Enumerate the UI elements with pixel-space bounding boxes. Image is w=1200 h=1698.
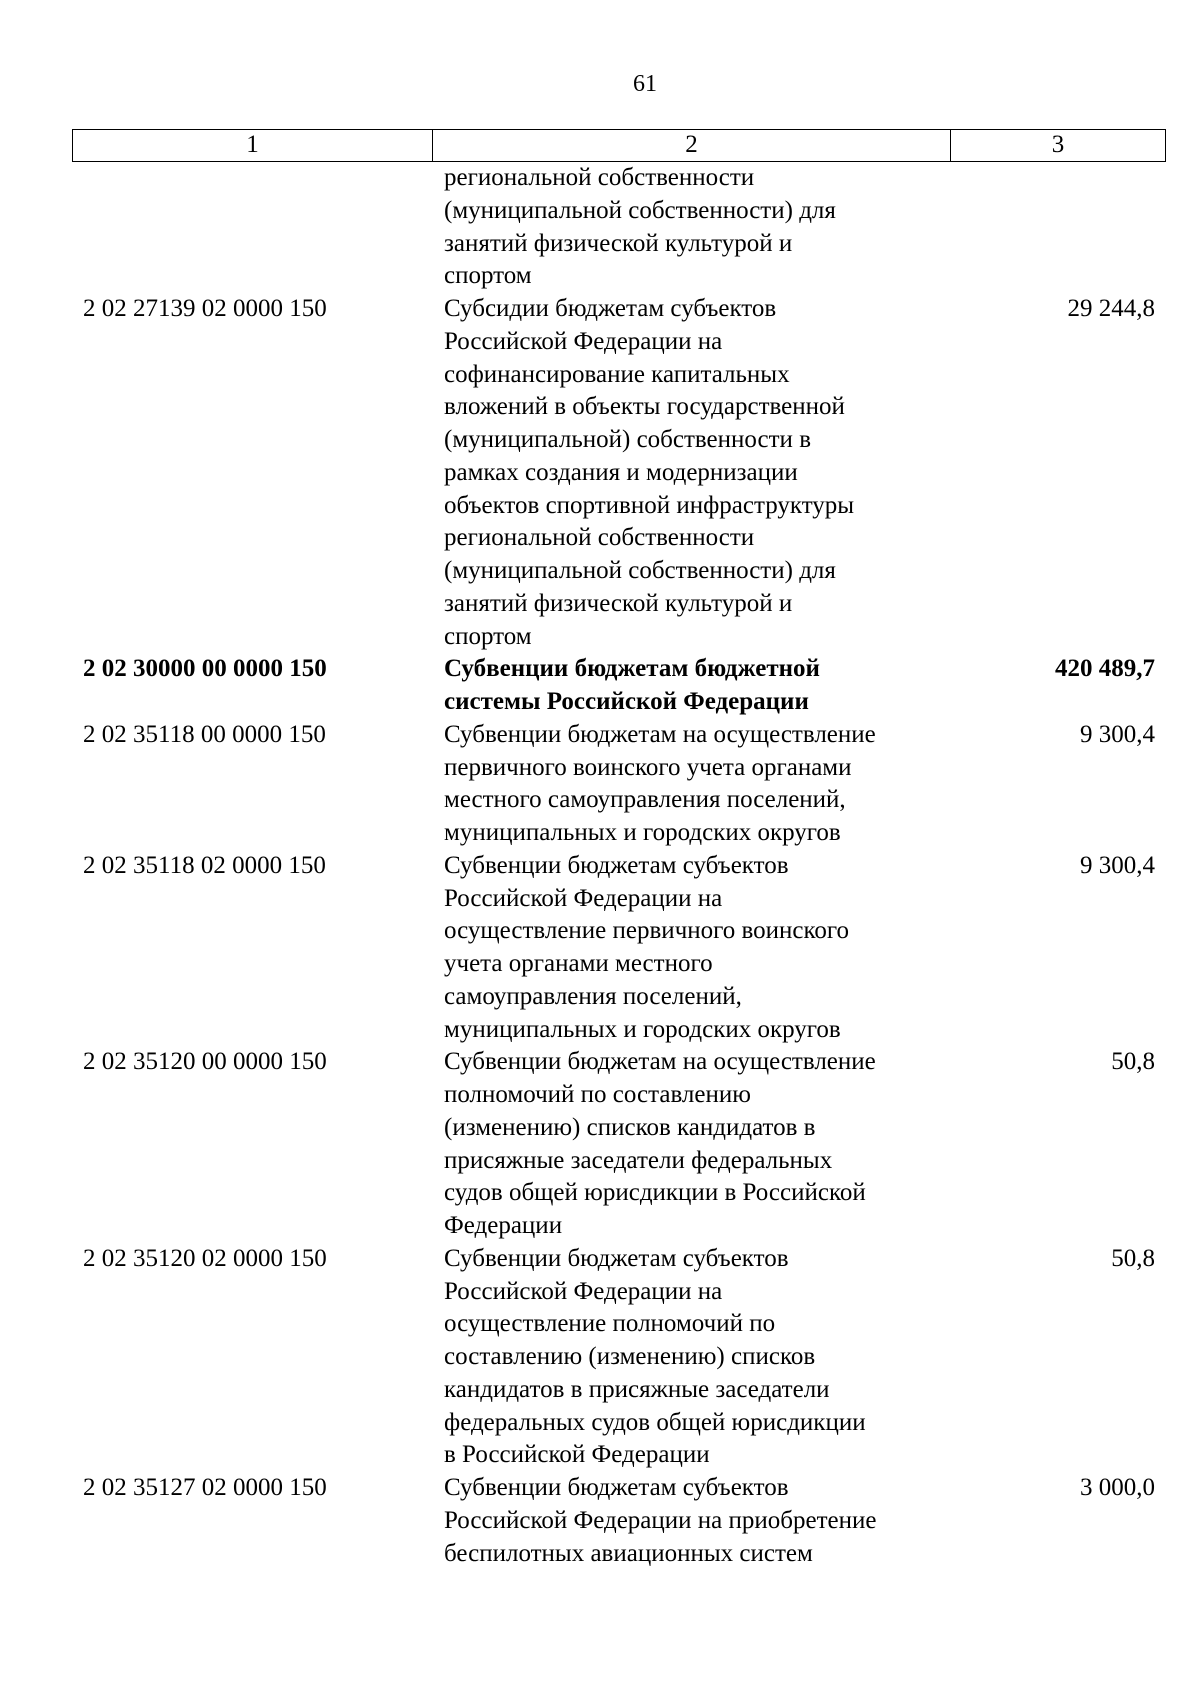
budget-code: 2 02 30000 00 0000 150 [83,655,327,683]
table-row [72,653,1166,719]
revenue-description: Субвенции бюджетам субъектов Российской Федерации на приобретение беспилотных авиационных систем [444,1474,877,1567]
revenue-description: Субвенции бюджетам субъектов Российской Федерации на осуществление полномочий по составлению (изменению) списков кандидатов в присяжные заседатели федеральных судов общей юрисдикции в Российской Федерации [444,1244,866,1469]
table-row [72,1472,1166,1570]
table-row [72,1046,1166,1243]
revenue-description: Субвенции бюджетам на осуществление полномочий по составлению (изменению) списков кандидатов в присяжные заседатели федеральных судов общей юрисдикции в Российской Федерации [444,1048,876,1239]
amount: 50,8 [1111,1048,1155,1076]
table-row [72,162,1166,293]
revenue-description: Субвенции бюджетам бюджетной системы Российской Федерации [444,655,820,715]
budget-code: 2 02 35120 00 0000 150 [83,1048,327,1076]
table-row [72,293,1166,653]
revenue-description: Субвенции бюджетам на осуществление первичного воинского учета органами местного самоуправления поселений, муниципальных и городских округов [444,720,876,846]
table-body [72,162,1166,1570]
amount: 9 300,4 [1080,720,1155,748]
amount [950,162,1166,293]
amount: 3 000,0 [1080,1474,1155,1501]
amount: 9 300,4 [1080,851,1155,879]
budget-code: 2 02 35118 02 0000 150 [83,851,326,879]
budget-code: 2 02 35120 02 0000 150 [83,1244,327,1272]
header-column-2: 2 [433,130,951,161]
header-column-1: 1 [73,130,433,161]
page-number: 61 [633,71,657,97]
amount: 420 489,7 [1055,655,1155,683]
budget-code: 2 02 27139 02 0000 150 [83,295,327,322]
budget-table [72,129,1166,1570]
amount: 50,8 [1111,1244,1155,1272]
budget-code [72,162,432,293]
revenue-description: региональной собственности (муниципальной собственности) для занятий физической культурой и спортом [444,164,836,290]
budget-code: 2 02 35118 00 0000 150 [83,720,326,748]
table-row [72,850,1166,1047]
revenue-description: Субсидии бюджетам субъектов Российской Федерации на софинансирование капитальных вложений в объекты государственной (муниципальной) собственности в рамках создания и модернизации объектов спортивной инфраструктуры региональной собственности (муниципальной собственности) для занятий физической культурой и спортом [444,295,855,650]
header-column-3: 3 [1051,131,1065,158]
table-row [72,719,1166,850]
table-header-row [72,129,1166,162]
amount: 29 244,8 [1067,295,1155,322]
budget-code: 2 02 35127 02 0000 150 [83,1474,327,1501]
revenue-description: Субвенции бюджетам субъектов Российской Федерации на осуществление первичного воинского учета органами местного самоуправления поселений, муниципальных и городских округов [444,851,850,1043]
table-row [72,1243,1166,1472]
